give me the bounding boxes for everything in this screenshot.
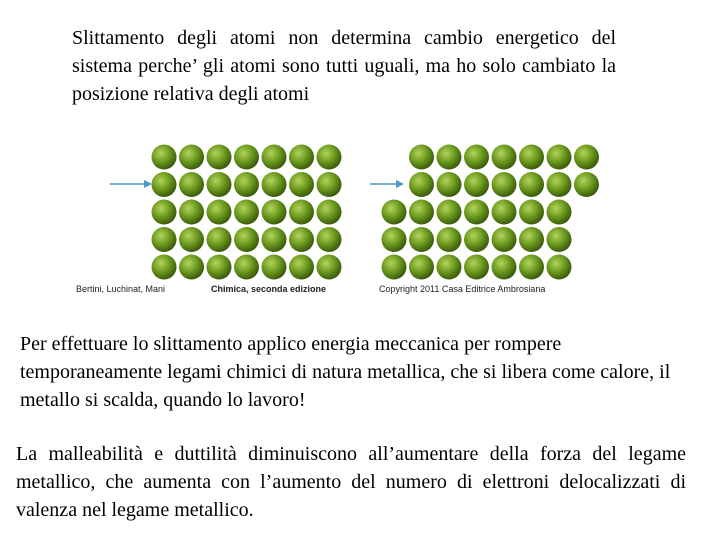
atom [234, 227, 259, 252]
atom [234, 145, 259, 170]
atom [179, 227, 204, 252]
atom [207, 227, 232, 252]
atom [179, 145, 204, 170]
atom [437, 227, 462, 252]
slip-arrow-left [110, 180, 152, 188]
atom [574, 172, 599, 197]
atom [262, 255, 287, 280]
atom [289, 200, 314, 225]
atom [262, 145, 287, 170]
atom [464, 200, 489, 225]
figure-caption-copyright: Copyright 2011 Casa Editrice Ambrosiana [379, 284, 546, 294]
atom [547, 200, 572, 225]
atom [464, 145, 489, 170]
atom [262, 172, 287, 197]
atom [207, 172, 232, 197]
intro-paragraph: Slittamento degli atomi non determina cambio energetico del sistema perche’ gli atomi sono tutti uguali, ma ho solo cambiato la posizione relativa degli atomi [72, 27, 616, 105]
atom [289, 227, 314, 252]
atom-slip-figure [70, 130, 630, 300]
atom [289, 145, 314, 170]
atom [317, 200, 342, 225]
atom [179, 200, 204, 225]
atom [409, 227, 434, 252]
slip-arrow-right [370, 180, 404, 188]
lattice-before-slip [152, 145, 342, 280]
atom [492, 172, 517, 197]
atom [152, 227, 177, 252]
atom [152, 145, 177, 170]
atom [289, 255, 314, 280]
atom [464, 172, 489, 197]
atom [207, 200, 232, 225]
atom [289, 172, 314, 197]
atom [464, 227, 489, 252]
atom [492, 227, 517, 252]
atom [382, 227, 407, 252]
atom [409, 145, 434, 170]
atom [179, 172, 204, 197]
atom [317, 145, 342, 170]
atom [519, 200, 544, 225]
atom [207, 255, 232, 280]
atom [519, 227, 544, 252]
atom [464, 255, 489, 280]
figure-caption-authors: Bertini, Luchinat, Mani [76, 284, 166, 294]
atom [152, 172, 177, 197]
atom [152, 200, 177, 225]
atom [437, 145, 462, 170]
lattice-after-slip [382, 145, 600, 280]
atom [234, 255, 259, 280]
atom [437, 200, 462, 225]
atom [519, 255, 544, 280]
atom [317, 227, 342, 252]
atom [317, 255, 342, 280]
atom [152, 255, 177, 280]
atom [234, 200, 259, 225]
atom [179, 255, 204, 280]
atom [382, 200, 407, 225]
atom [547, 255, 572, 280]
atom [547, 145, 572, 170]
atom [519, 145, 544, 170]
atom [492, 200, 517, 225]
energy-paragraph: Per effettuare lo slittamento applico energia meccanica per rompere temporaneamente legami chimici di natura metallica, che si libera come calore, il metallo si scalda, quando lo lavoro! [20, 333, 671, 411]
atom [547, 227, 572, 252]
atom [492, 255, 517, 280]
atom [409, 172, 434, 197]
atom [262, 227, 287, 252]
atom [409, 200, 434, 225]
atom-slip-diagram [70, 130, 630, 300]
atom [409, 255, 434, 280]
atom [437, 255, 462, 280]
atom [234, 172, 259, 197]
atom [262, 200, 287, 225]
atom [519, 172, 544, 197]
atom [492, 145, 517, 170]
atom [547, 172, 572, 197]
atom [207, 145, 232, 170]
atom [382, 255, 407, 280]
atom [574, 145, 599, 170]
malleability-paragraph: La malleabilità e duttilità diminuiscono all’aumentare della forza del legame metallico, che aumenta con l’aumento del numero di elettroni delocalizzati di valenza nel legame metallico. [16, 443, 686, 521]
figure-caption-title: Chimica, seconda edizione [211, 284, 327, 294]
atom [317, 172, 342, 197]
atom [437, 172, 462, 197]
